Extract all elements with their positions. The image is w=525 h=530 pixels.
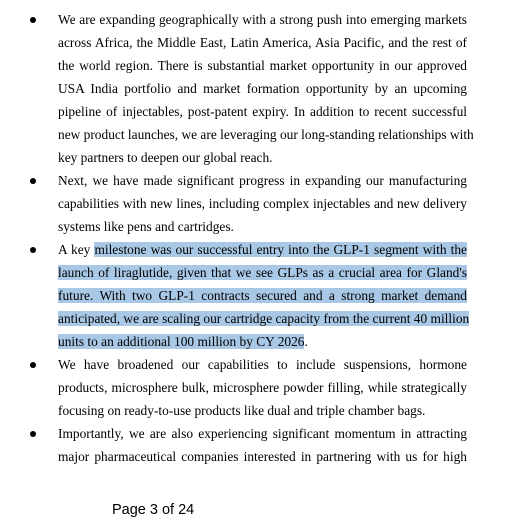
page-number-footer: Page 3 of 24 (112, 502, 195, 518)
bullet-dot-icon (30, 247, 36, 253)
line-text: major pharmaceutical companies interested in partnering with us for high (58, 449, 467, 464)
paragraph-line (58, 422, 467, 445)
paragraph-line (58, 54, 467, 77)
line-text: the world region. There is substantial market opportunity in our approved (58, 58, 467, 73)
paragraph-line (58, 353, 467, 376)
paragraph-line (58, 169, 467, 192)
highlighted-text[interactable]: units to an additional 100 million by CY 2026 (58, 334, 305, 349)
paragraph-line (58, 146, 467, 169)
paragraph-line (58, 31, 467, 54)
paragraph-line (58, 284, 467, 307)
paragraph-line (58, 376, 467, 399)
line-text-lead: A key (58, 242, 95, 257)
bullet-dot-icon (30, 362, 36, 368)
paragraph-line (58, 261, 467, 284)
paragraph-line (58, 307, 470, 330)
line-text: capabilities with new lines, including complex injectables and new delivery (58, 196, 467, 211)
bullet-dot-icon (30, 431, 36, 437)
highlighted-text[interactable]: future. With two GLP-1 contracts secured and a strong market demand (58, 288, 467, 303)
line-text: pipeline of injectables, post-patent expiry. In addition to recent successful (58, 104, 467, 119)
line-text: across Africa, the Middle East, Latin America, Asia Pacific, and the rest of (58, 35, 467, 50)
line-text: Importantly, we are also experiencing significant momentum in attracting (58, 426, 467, 441)
line-text: We are expanding geographically with a strong push into emerging markets (58, 12, 467, 27)
highlighted-text[interactable]: milestone was our successful entry into the GLP-1 segment with the (94, 242, 467, 257)
line-text: USA India portfolio and market formation opportunity by an upcoming (58, 81, 467, 96)
paragraph-line (58, 445, 467, 468)
paragraph-line (58, 8, 467, 31)
bullet-dot-icon (30, 178, 36, 184)
paragraph-line (58, 330, 467, 353)
line-text: We have broadened our capabilities to include suspensions, hormone (58, 357, 467, 372)
line-text-tail: . (304, 334, 308, 349)
line-text: key partners to deepen our global reach. (58, 150, 273, 165)
paragraph-line (58, 215, 467, 238)
highlighted-text[interactable]: launch of liraglutide, given that we see GLPs as a crucial area for Gland's (58, 265, 467, 280)
paragraph-line (58, 123, 474, 146)
paragraph-line (58, 192, 467, 215)
highlighted-text[interactable]: anticipated, we are scaling our cartridge capacity from the current 40 million (58, 311, 470, 326)
line-text: products, microsphere bulk, microsphere powder filling, while strategically (58, 380, 467, 395)
line-text: new product launches, we are leveraging our long-standing relationships with (58, 127, 474, 142)
paragraph-line (58, 238, 467, 261)
line-text: focusing on ready-to-use products like dual and triple chamber bags. (58, 403, 426, 418)
paragraph-line (58, 77, 467, 100)
paragraph-line (58, 399, 467, 422)
paragraph-line (58, 100, 467, 123)
bullet-dot-icon (30, 17, 36, 23)
line-text: Next, we have made significant progress in expanding our manufacturing (58, 173, 467, 188)
line-text: systems like pens and cartridges. (58, 219, 234, 234)
